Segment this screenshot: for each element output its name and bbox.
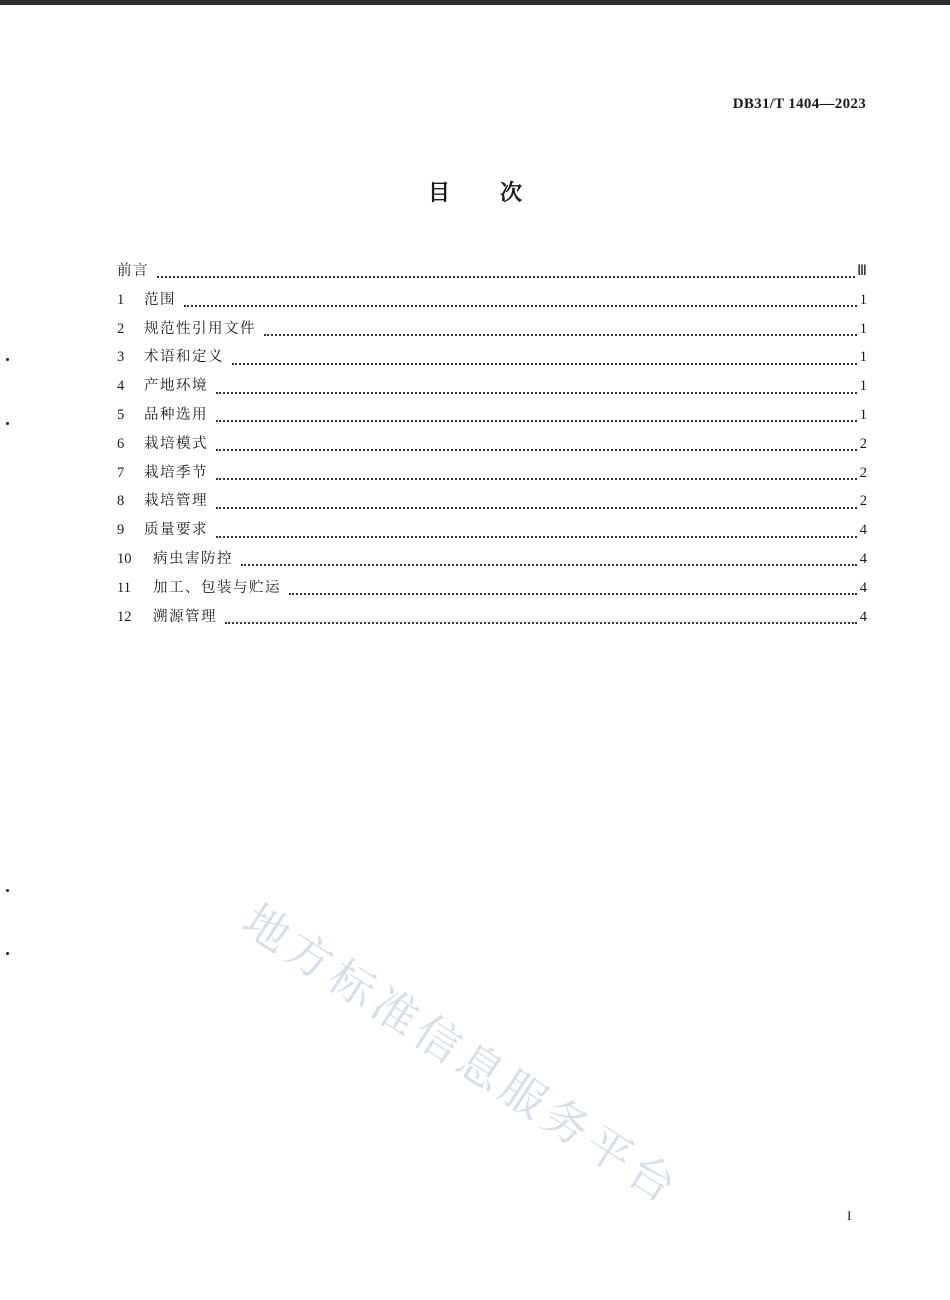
toc-item-number: 5 — [117, 406, 125, 423]
leader-dots — [157, 276, 855, 278]
leader-dots — [264, 334, 857, 336]
toc-item-page: 1 — [859, 378, 867, 395]
toc-item-label: 质量要求 — [144, 522, 208, 539]
page-title: 目次 — [427, 181, 572, 206]
toc-item-4[interactable] — [117, 374, 867, 403]
toc-item-number: 1 — [117, 291, 125, 308]
toc-item-page: 4 — [859, 522, 867, 539]
toc-item-label: 前言 — [117, 263, 149, 279]
leader-dots — [216, 478, 857, 480]
leader-dots — [216, 420, 857, 422]
binding-hole-mark — [6, 422, 9, 425]
toc-item-number: 7 — [117, 464, 125, 481]
toc-item-label: 术语和定义 — [144, 349, 224, 366]
toc-item-number: 11 — [117, 579, 131, 596]
toc-item-2[interactable] — [117, 317, 867, 346]
toc-item-page: 1 — [859, 349, 867, 366]
watermark: 地方标准信息服务平台 — [233, 893, 690, 1216]
toc-item-label: 病虫害防控 — [153, 550, 233, 567]
toc-item-label: 范围 — [144, 291, 176, 308]
toc-item-label: 产地环境 — [144, 378, 208, 395]
toc-item-number: 6 — [117, 435, 125, 452]
toc-item-page: 4 — [859, 579, 867, 596]
toc-item-3[interactable] — [117, 345, 867, 374]
toc-item-page: 2 — [859, 464, 867, 481]
toc-item-number: 10 — [117, 550, 132, 567]
toc-item-label: 栽培模式 — [144, 435, 208, 452]
leader-dots — [216, 392, 857, 394]
leader-dots — [225, 622, 857, 624]
toc-item-label: 加工、包装与贮运 — [153, 579, 281, 596]
toc-item-label: 栽培管理 — [144, 493, 208, 510]
toc-item-number: 3 — [117, 349, 125, 366]
toc-item-page: 4 — [859, 608, 867, 625]
toc-item-label: 品种选用 — [144, 406, 208, 423]
leader-dots — [216, 536, 857, 538]
table-of-contents — [117, 259, 867, 633]
leader-dots — [232, 363, 857, 365]
leader-dots — [289, 593, 857, 595]
binding-hole-mark — [6, 952, 9, 955]
toc-item-12[interactable] — [117, 605, 867, 634]
toc-item-1[interactable] — [117, 288, 867, 317]
toc-item-number: 9 — [117, 522, 125, 539]
leader-dots — [241, 564, 857, 566]
leader-dots — [216, 507, 857, 509]
toc-item-7[interactable] — [117, 461, 867, 490]
toc-item-page: 2 — [859, 435, 867, 452]
toc-item-page: 1 — [859, 320, 867, 337]
toc-item-9[interactable] — [117, 518, 867, 547]
top-border-rule — [0, 0, 950, 5]
binding-hole-mark — [6, 889, 9, 892]
toc-item-number: 12 — [117, 608, 132, 625]
toc-item-label: 规范性引用文件 — [144, 320, 256, 337]
page-number: I — [847, 1208, 852, 1223]
toc-item-10[interactable] — [117, 547, 867, 576]
leader-dots — [216, 449, 857, 451]
toc-item-page: 1 — [859, 406, 867, 423]
leader-dots — [184, 305, 857, 307]
toc-item-11[interactable] — [117, 576, 867, 605]
toc-item-foreword[interactable] — [117, 259, 867, 288]
document-code: DB31/T 1404—2023 — [732, 96, 866, 112]
toc-item-label: 溯源管理 — [153, 608, 217, 625]
toc-item-6[interactable] — [117, 432, 867, 461]
toc-item-page: Ⅲ — [857, 263, 867, 279]
toc-item-number: 8 — [117, 493, 125, 510]
toc-item-number: 4 — [117, 378, 125, 395]
toc-item-8[interactable] — [117, 489, 867, 518]
toc-item-label: 栽培季节 — [144, 464, 208, 481]
toc-item-page: 2 — [859, 493, 867, 510]
toc-item-page: 1 — [859, 291, 867, 308]
toc-item-5[interactable] — [117, 403, 867, 432]
binding-hole-mark — [6, 358, 9, 361]
toc-item-page: 4 — [859, 550, 867, 567]
toc-item-number: 2 — [117, 320, 125, 337]
